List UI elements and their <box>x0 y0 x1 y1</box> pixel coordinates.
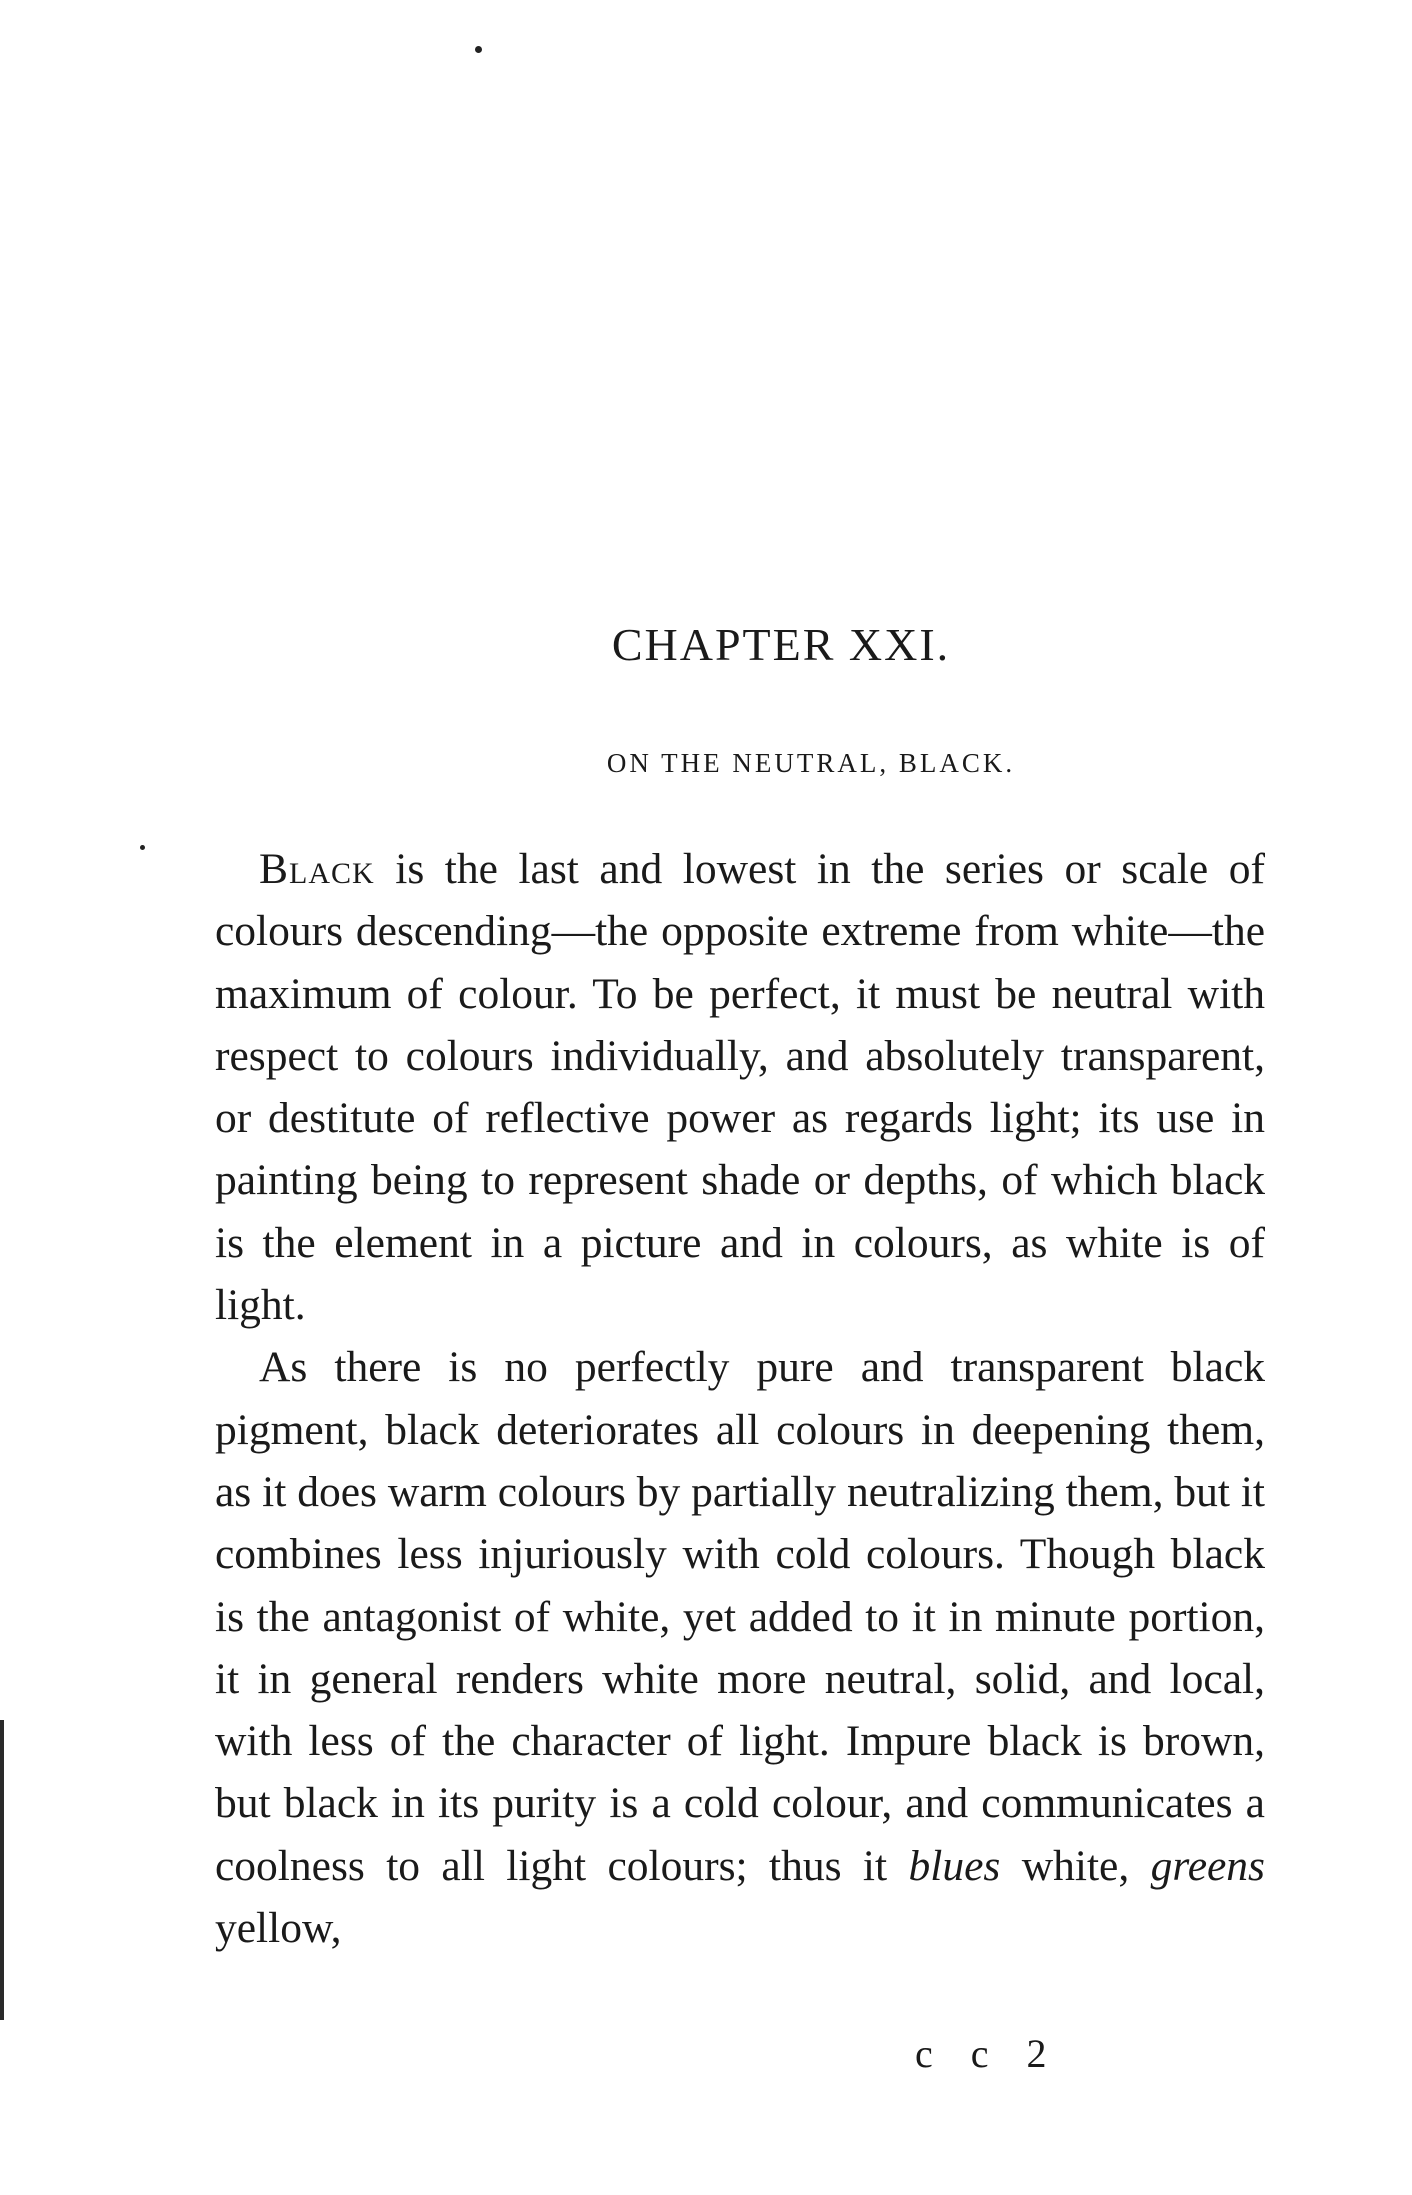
paragraph-2-text-b: white, <box>1000 1841 1151 1890</box>
italic-blues: blues <box>908 1841 1001 1890</box>
paragraph-2-text-c: yellow, <box>215 1904 342 1953</box>
italic-greens: greens <box>1150 1841 1265 1890</box>
paragraph-1-text: is the last and lowest in the series or scale of colours descending—the opposite extreme from white—the maximum of colour. To be perfect, it must be neutral with respect to colours individually, and absolutely transparent, or destitute of reflective power as regards light; its use in painting being to represent shade or depths, of which black is the element in a picture and in colours, as white is of light. <box>215 845 1265 1330</box>
ink-speck <box>140 845 145 850</box>
ink-speck <box>475 46 482 53</box>
lead-word: Black <box>259 845 375 893</box>
signature-mark: c c 2 <box>915 2031 1061 2076</box>
body-text <box>215 838 1265 1959</box>
chapter-subtitle: ON THE NEUTRAL, BLACK. <box>606 748 1016 778</box>
paragraph-2-text-a: As there is no perfectly pure and transparent black pigment, black deteriorates all colours in deepening them, as it does warm colours by partially neutralizing them, but it combines less injuriously with cold colours. Though black is the antagonist of white, yet added to it in minute portion, it in general renders white more neutral, solid, and local, with less of the character of light. Impure black is brown, but black in its purity is a cold colour, and communicates a coolness to all light colours; thus it <box>215 1343 1265 1890</box>
paragraph-2 <box>215 1336 1265 1959</box>
page-edge-mark <box>0 1720 4 2020</box>
paragraph-1 <box>215 838 1265 1336</box>
chapter-title: CHAPTER XXI. <box>611 619 951 670</box>
